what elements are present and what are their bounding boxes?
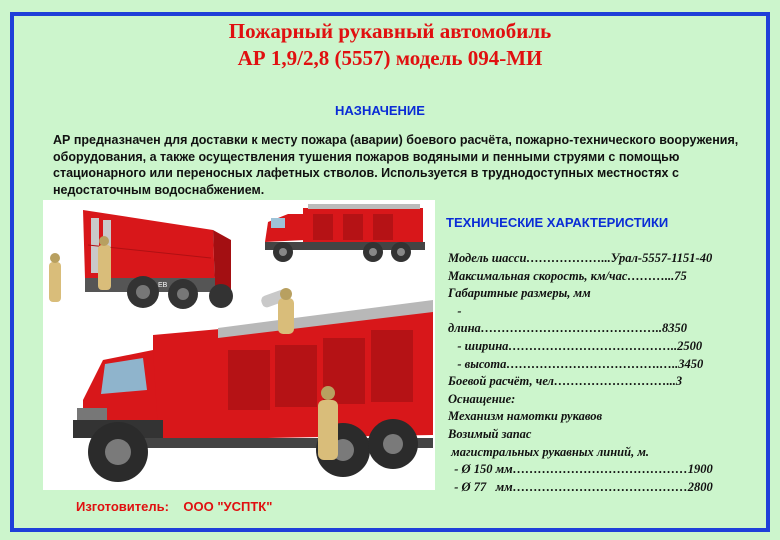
title-line-1: Пожарный рукавный автомобиль <box>228 19 552 43</box>
truck-rear-view <box>49 210 233 309</box>
spec-line: - ширина…………………………………..2500 <box>448 338 703 353</box>
spec-line: Боевой расчёт, чел………………………...3 <box>448 374 683 389</box>
page-title <box>0 18 780 72</box>
spec-line: - <box>448 303 462 318</box>
spec-line: - Ø 77 мм……………………………………2800 <box>448 479 713 494</box>
specs-heading: ТЕХНИЧЕСКИЕ ХАРАКТЕРИСТИКИ <box>446 215 669 230</box>
spec-line: Габаритные размеры, мм <box>448 286 591 301</box>
manufacturer: Изготовитель: ООО "УСПТК" <box>76 499 273 514</box>
spec-line: Модель шасси………………...Урал-5557-1151-40 <box>448 251 713 265</box>
spec-line: - высота……………………………….…..3450 <box>448 356 704 371</box>
truck-side-view <box>265 204 425 262</box>
spec-line: Механизм намотки рукавов <box>448 409 603 424</box>
back-mark: ЕВ <box>158 282 168 289</box>
spec-line: длина……………………………………..8350 <box>448 321 688 336</box>
specs-panel <box>440 207 760 496</box>
purpose-heading: НАЗНАЧЕНИЕ <box>335 103 425 118</box>
spec-line: Оснащение: <box>448 391 516 406</box>
spec-line: Максимальная скорость, км/час………...75 <box>448 268 687 283</box>
truck-illustration <box>43 200 435 490</box>
title-line-2: АР 1,9/2,8 (5557) модель 094-МИ <box>237 46 543 70</box>
truck-photos <box>43 200 435 490</box>
purpose-text: АР предназначен для доставки к месту пожара (аварии) боевого расчёта, пожарно-технического вооружения, оборудования, а также осуществления тушения пожаров водяными и пенными струями с помощью стационарного или переносных лафетных стволов. Используется в труднодоступных местностях с недостаточным водоснабжением. <box>53 133 739 197</box>
spec-line: - Ø 150 мм……………………………………1900 <box>448 462 713 477</box>
door-mark: АР <box>66 240 76 247</box>
truck-main-view <box>73 287 433 482</box>
spec-line: магистральных рукавных линий, м. <box>448 444 650 459</box>
spec-line: Возимый запас <box>448 426 532 441</box>
